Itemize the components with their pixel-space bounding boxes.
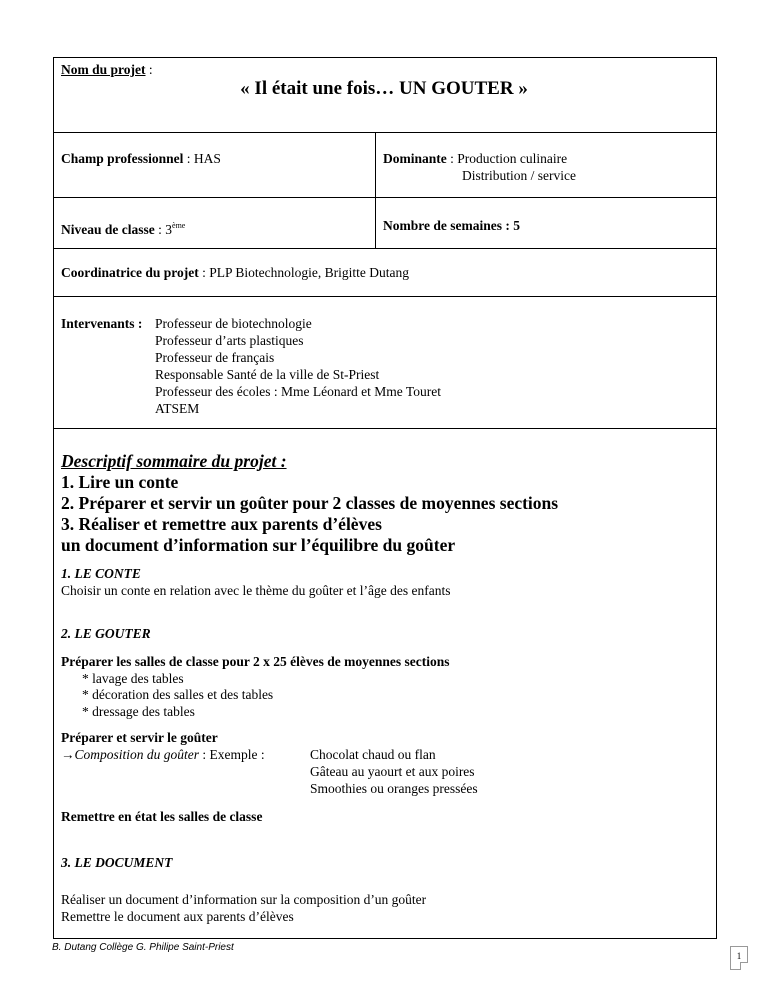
intervenant-item: Responsable Santé de la ville de St-Priest [155,367,380,382]
arrow-right-icon: → [61,747,75,762]
nombre-de-semaines: Nombre de semaines : 5 [383,218,520,233]
salles-item: * dressage des tables [82,704,195,719]
project-title: « Il était une fois… UN GOUTER » [240,78,528,99]
descriptif-line: 2. Préparer et servir un goûter pour 2 classes de moyennes sections [61,493,559,513]
divider [53,296,717,297]
intervenant-item: Professeur de français [155,350,275,365]
column-divider [375,132,376,248]
niveau-de-classe: Niveau de classe : 3ème [61,221,186,237]
descriptif-heading: Descriptif sommaire du projet : [61,451,287,471]
divider [53,132,717,133]
composition-items [310,746,478,797]
project-name-label: Nom du projet : [61,62,153,77]
composition-line: →Composition du goûter : Exemple : [61,747,265,762]
servir-heading: Préparer et servir le goûter [61,730,218,745]
conte-heading: 1. LE CONTE [61,566,141,581]
page-number-badge: 1 [730,946,748,970]
intervenant-item: Professeur des écoles : Mme Léonard et Mme Touret [155,384,441,399]
remettre-etat: Remettre en état les salles de classe [61,809,263,824]
descriptif-line: un document d’information sur l’équilibre du goûter [61,535,456,555]
intervenant-item: Professeur de biotechnologie [155,316,312,331]
footer-text: B. Dutang Collège G. Philipe Saint-Priest [52,942,234,953]
composition-item: Chocolat chaud ou flan [310,747,436,762]
composition-item: Smoothies ou oranges pressées [310,781,478,796]
salles-item: * lavage des tables [82,671,184,686]
gouter-heading: 2. LE GOUTER [61,626,151,641]
intervenant-item: Professeur d’arts plastiques [155,333,304,348]
divider [53,428,717,429]
descriptif-line: 3. Réaliser et remettre aux parents d’élèves [61,514,382,534]
salles-item: * décoration des salles et des tables [82,687,274,702]
document-heading: 3. LE DOCUMENT [61,855,173,870]
dominante-value-2: Distribution / service [462,168,576,183]
descriptif-line: 1. Lire un conte [61,472,179,492]
dominante: Dominante : Production culinaire [383,151,568,166]
composition-item: Gâteau au yaourt et aux poires [310,764,475,779]
salles-heading: Préparer les salles de classe pour 2 x 25 élèves de moyennes sections [61,654,450,669]
document-line: Remettre le document aux parents d’élèves [61,909,294,924]
intervenant-item: ATSEM [155,401,200,416]
divider [53,248,717,249]
divider [53,197,717,198]
intervenants-label: Intervenants : [61,316,143,331]
conte-text: Choisir un conte en relation avec le thème du goûter et l’âge des enfants [61,583,451,598]
document-line: Réaliser un document d’information sur la composition d’un goûter [61,892,427,907]
champ-professionnel: Champ professionnel : HAS [61,151,221,166]
intervenants-list [155,315,441,417]
coordinatrice: Coordinatrice du projet : PLP Biotechnologie, Brigitte Dutang [61,265,409,280]
